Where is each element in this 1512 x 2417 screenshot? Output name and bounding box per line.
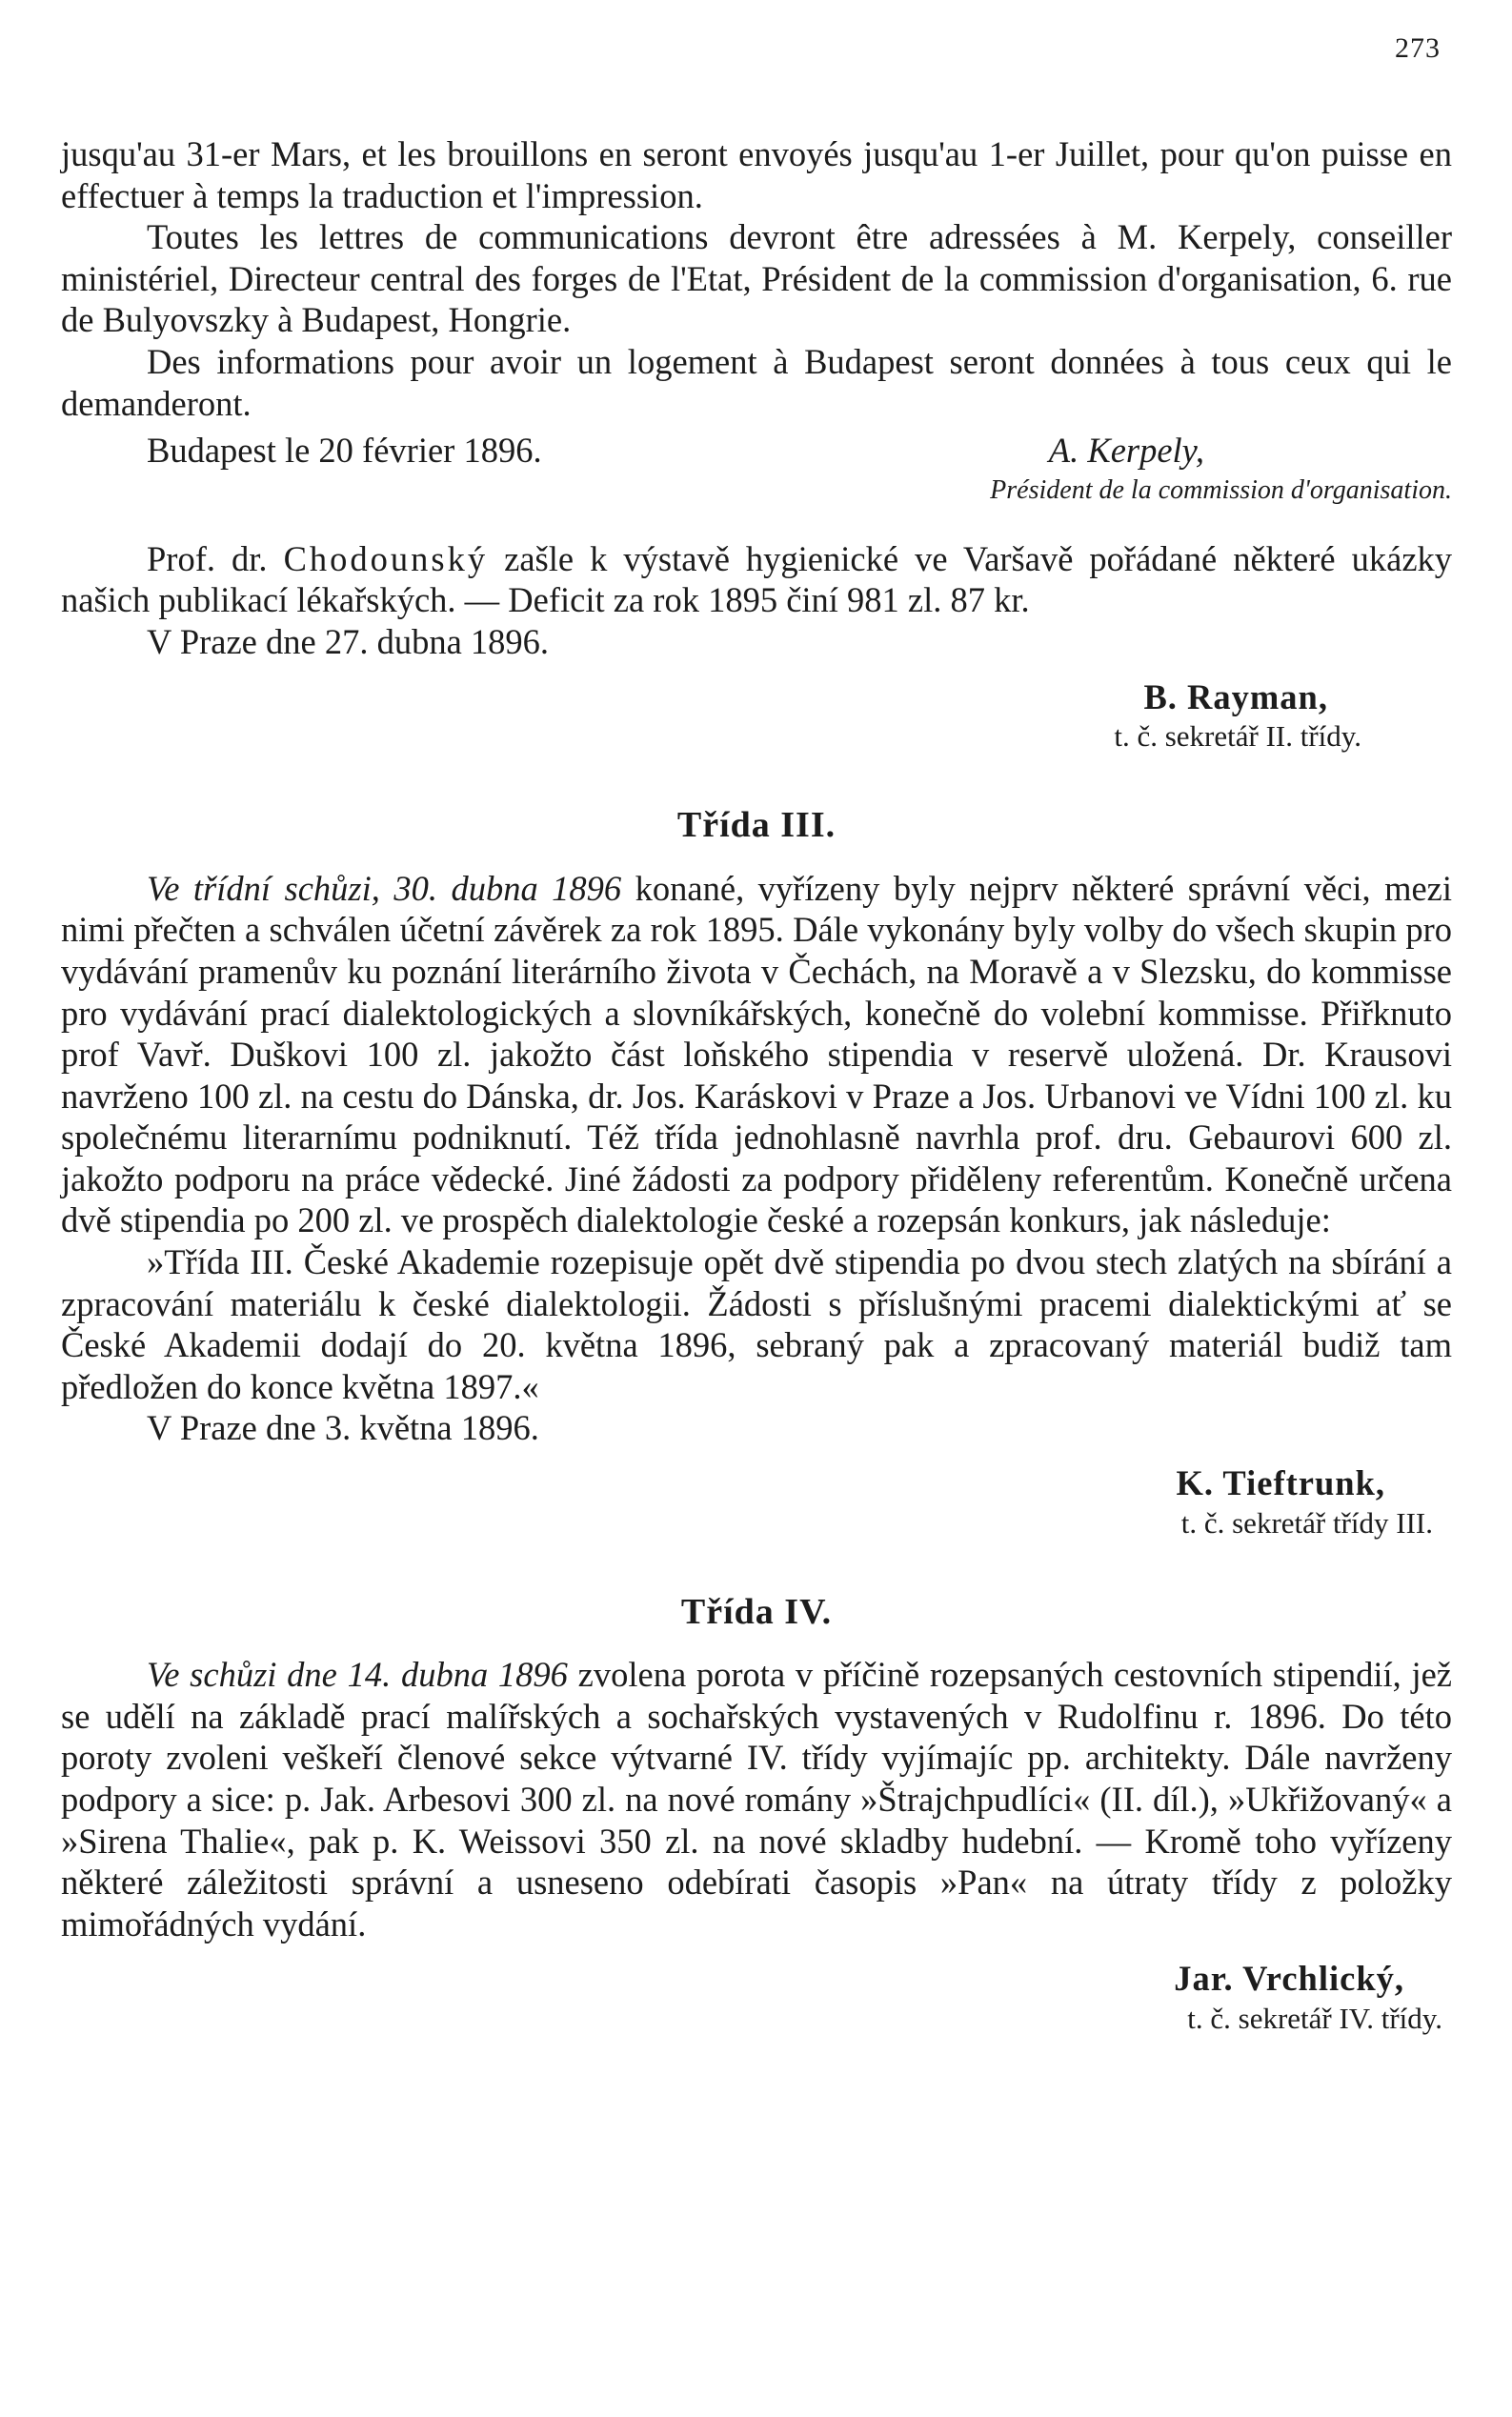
class3-signer-title: t. č. sekretář třídy III. (1180, 1505, 1433, 1540)
french-date-signature-row (61, 430, 1452, 472)
class2-paragraph (61, 538, 1452, 621)
class3-heading: Třída III. (676, 805, 837, 846)
french-signer-title: Président de la commission d'organisation. (990, 474, 1452, 505)
class3-quote: »Třída III. České Akademie rozepisuje opět dvě stipendia po dvou stech zlatých na sbírání a zpracování materiálu k české dialektologii. Žádosti s příslušnými pracemi dialektickými ať se České Akademii dodají do 20. května 1896, sebraný pak a zpracovaný materiál budiž tam předložen do konce května 1897.« (61, 1242, 1452, 1406)
class4-paragraph-1 (61, 1654, 1452, 1944)
class2-name: Chodounský (283, 538, 489, 578)
class3-paragraph-1 (61, 868, 1452, 1241)
page-body (61, 133, 1452, 2038)
class4-signer: Jar. Vrchlický, (1174, 1959, 1404, 1999)
french-signer: A. Kerpely, (1048, 431, 1204, 471)
page-number: 273 (1395, 32, 1441, 64)
class2-signer: B. Rayman, (1143, 676, 1328, 716)
class2-date: V Praze dne 27. dubna 1896. (147, 621, 550, 661)
class2-text: zašle k výstavě hygienické ve Varšavě pořádané některé ukázky našich publikací lékařských. — Deficit za rok 1895 činí 981 zl. 87 kr. (61, 538, 1453, 620)
class4-paragraph-1-text: zvolena porota v příčině rozepsaných cestovních stipendií, jež se udělí na základě prací malířských a sochařských vystavených v Rudolfinu r. 1896. Do této poroty zvoleni veškeří členové sekce výtvarné IV. třídy vyjímajíc pp. architekty. Dále navrženy podpory a sice: p. Jak. Arbesovi 300 zl. na nové romány »Štrajchpudlíci« (II. díl.), »Ukřižovaný« a »Sirena Thalie«, pak p. K. Weissovi 350 zl. na nové skladby hudební. — Kromě toho vyřízeny některé záležitosti správní a usneseno odebírati časopis »Pan« na útraty třídy z položky mimořádných vydání. (61, 1655, 1452, 1944)
spacer (61, 510, 1452, 538)
class3-date: V Praze dne 3. května 1896. (147, 1408, 539, 1448)
french-paragraph-2: Toutes les lettres de communications devront être adressées à M. Kerpely, conseiller ministériel, Directeur central des forges de l'Etat, Président de la commission d'organisation, 6. rue de Bulyovszky à Budapest, Hongrie. (61, 217, 1452, 340)
class2-signer-title: t. č. sekretář II. třídy. (1114, 719, 1361, 754)
class3-meeting-date: Ve třídní schůzi, 30. dubna 1896 (147, 868, 622, 908)
class3-paragraph-1-text: konané, vyřízeny byly nejprv některé správní věci, mezi nimi přečten a schválen účetní závěrek za rok 1895. Dále vykonány byly volby do všech skupin pro vydávání pramenův ku poznání literárního života v Čechách, na Moravě a v Slezsku, do kommisse pro vydávání prací dialektologických a slovníkářských, konečně do volební kommisse. Přiřknuto prof Vavř. Duškovi 100 zl. jakožto část loňského stipendia v reservě uložená. Dr. Krausovi navrženo 100 zl. na cestu do Dánska, dr. Jos. Karáskovi v Praze a Jos. Urbanovi ve Vídni 100 zl. ku společnému literarnímu podniknutí. Též třída jednohlasně navrhla prof. dru. Gebaurovi 600 zl. jakožto podporu na práce vědecké. Jiné žádosti za podpory přiděleny referentům. Konečně určena dvě stipendia po 200 zl. ve prospěch dialektologie české a rozepsán konkurs, jak následuje: (61, 868, 1453, 1240)
class3-signer: K. Tieftrunk, (1176, 1463, 1385, 1503)
class2-prof: Prof. dr. (147, 538, 268, 578)
class4-meeting-date: Ve schůzi dne 14. dubna 1896 (147, 1655, 568, 1695)
class4-signer-title: t. č. sekretář IV. třídy. (1187, 2001, 1442, 2035)
french-date: Budapest le 20 février 1896. (147, 431, 542, 471)
french-paragraph-1: jusqu'au 31-er Mars, et les brouillons en seront envoyés jusqu'au 1-er Juillet, pour qu'on puisse en effectuer à temps la traduction et l'impression. (61, 134, 1452, 215)
french-paragraph-3: Des informations pour avoir un logement à Budapest seront données à tous ceux qui le demanderont. (61, 341, 1452, 423)
class4-heading: Třída IV. (680, 1591, 833, 1632)
